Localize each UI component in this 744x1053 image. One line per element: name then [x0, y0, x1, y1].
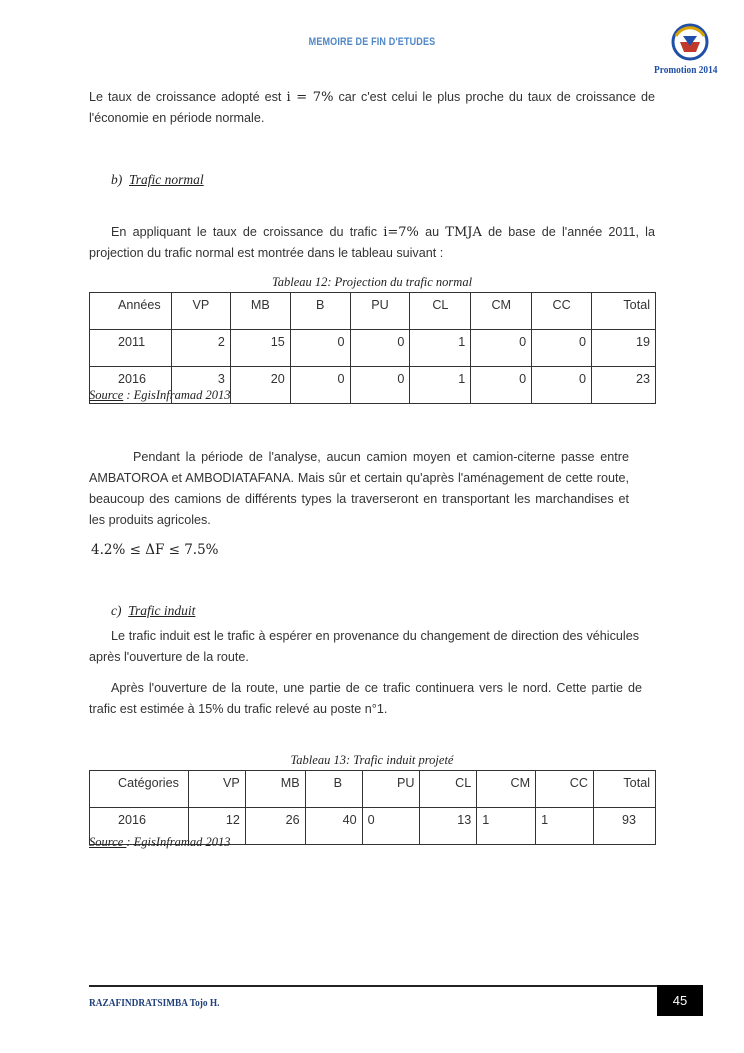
table-cell: 0: [471, 330, 532, 367]
paragraph-growth-rate: [89, 87, 655, 129]
table12-caption: Tableau 12: Projection du trafic normal: [271, 275, 473, 289]
table13-header-cell: B: [305, 771, 362, 808]
table13-header-cell: Catégories: [90, 771, 189, 808]
table12-header-cell: MB: [230, 293, 290, 330]
section-b-title: Trafic normal: [129, 172, 204, 187]
table12-header-cell: CL: [410, 293, 471, 330]
section-c-letter: c): [111, 603, 122, 618]
table-cell: 0: [471, 367, 532, 404]
paragraph-traffic-estimate: Après l'ouverture de la route, une partie de ce trafic continuera vers le nord. Cette partie de trafic est estimée à 15% du trafic relevé au poste n°1.: [89, 681, 642, 716]
table12-header-cell: CM: [471, 293, 532, 330]
table-cell: 0: [290, 330, 350, 367]
section-b-heading: [111, 172, 204, 188]
table-cell: 2016: [90, 808, 189, 845]
paragraph-induced-traffic: Le trafic induit est le trafic à espérer en provenance du changement de direction des véhicules après l'ouverture de la route.: [89, 629, 639, 664]
promotion-label: Promotion 2014: [654, 64, 718, 76]
table-cell: 1: [477, 808, 536, 845]
section-b-letter: b): [111, 172, 123, 187]
table13-caption: Tableau 13: Trafic induit projeté: [290, 753, 454, 767]
table12-source: [89, 388, 231, 403]
table-cell: 1: [410, 330, 471, 367]
table-cell: 2011: [90, 330, 172, 367]
section-c-title: Trafic induit: [128, 603, 196, 618]
table-cell: 0: [532, 330, 592, 367]
table13-header-cell: CL: [420, 771, 477, 808]
table13-header-cell: Total: [594, 771, 656, 808]
table-cell: 13: [420, 808, 477, 845]
table-cell: 26: [245, 808, 305, 845]
table-cell: 93: [594, 808, 656, 845]
table-cell: 0: [362, 808, 420, 845]
table12-header-cell: Années: [90, 293, 172, 330]
table12-header-cell: PU: [350, 293, 410, 330]
para2-middle: au: [418, 225, 446, 239]
growth-rate-formula: i = 7%: [286, 90, 334, 105]
page-number: 45: [657, 985, 703, 1016]
table12-header-row: [90, 293, 656, 330]
paragraph-analysis: Pendant la période de l'analyse, aucun camion moyen et camion-citerne passe entre AMBATOROA et AMBODIATAFANA. Mais sûr et certain qu'après l'aménagement de cette route, beaucoup des camions de différents types la traverseront en transportant les marchandises et les produits agricoles.: [89, 450, 629, 527]
table13-header-cell: CC: [536, 771, 594, 808]
delta-f-formula: 4.2% ≤ ΔF ≤ 7.5%: [91, 542, 219, 558]
table13-header-cell: CM: [477, 771, 536, 808]
para1-after: car c'est celui le plus proche du taux de croissance de l'économie en période normale.: [89, 90, 655, 125]
table-cell: 12: [188, 808, 245, 845]
table13-header-cell: PU: [362, 771, 420, 808]
table-cell: 19: [592, 330, 656, 367]
table12-header-cell: B: [290, 293, 350, 330]
table12-source-text: : EgisInframad 2013: [123, 388, 231, 402]
table-cell: 0: [532, 367, 592, 404]
table12-header-cell: CC: [532, 293, 592, 330]
para2-after: de base de l'année 2011, la projection du trafic normal est montrée dans le tableau suivant :: [89, 225, 655, 260]
section-c-heading: [111, 603, 195, 619]
table-cell: 0: [350, 367, 410, 404]
table-cell: 0: [290, 367, 350, 404]
school-logo: [670, 22, 710, 62]
table-cell: 2: [171, 330, 230, 367]
table-cell: 40: [305, 808, 362, 845]
footer-divider: [89, 985, 657, 987]
table-row: [90, 330, 656, 367]
table12-header-cell: VP: [171, 293, 230, 330]
table13-source: [89, 835, 231, 850]
header-title: MEMOIRE DE FIN D'ETUDES: [308, 36, 436, 48]
para1-before: Le taux de croissance adopté est: [89, 90, 287, 104]
table13-header-cell: MB: [245, 771, 305, 808]
table12-header-cell: Total: [592, 293, 656, 330]
table13-header-row: [90, 771, 656, 808]
para2-before: En appliquant le taux de croissance du trafic: [111, 225, 384, 239]
table-cell: 1: [410, 367, 471, 404]
para2-rate: i=7%: [383, 225, 419, 240]
table13-header-cell: VP: [188, 771, 245, 808]
table-cell: 23: [592, 367, 656, 404]
para2-tmja: TMJA: [445, 225, 482, 240]
table-cell: 3: [171, 367, 230, 404]
table-cell: 1: [536, 808, 594, 845]
table13-source-text: : EgisInframad 2013: [126, 835, 231, 849]
footer-author: RAZAFINDRATSIMBA Tojo H.: [89, 997, 220, 1009]
table13: [89, 770, 656, 845]
table-cell: 0: [350, 330, 410, 367]
table12-source-label: Source: [89, 388, 124, 402]
table-cell: 15: [230, 330, 290, 367]
paragraph-normal-traffic: [89, 222, 655, 264]
table13-source-label: Source: [89, 835, 127, 849]
table-cell: 20: [230, 367, 290, 404]
table-cell: 2016: [90, 367, 172, 404]
